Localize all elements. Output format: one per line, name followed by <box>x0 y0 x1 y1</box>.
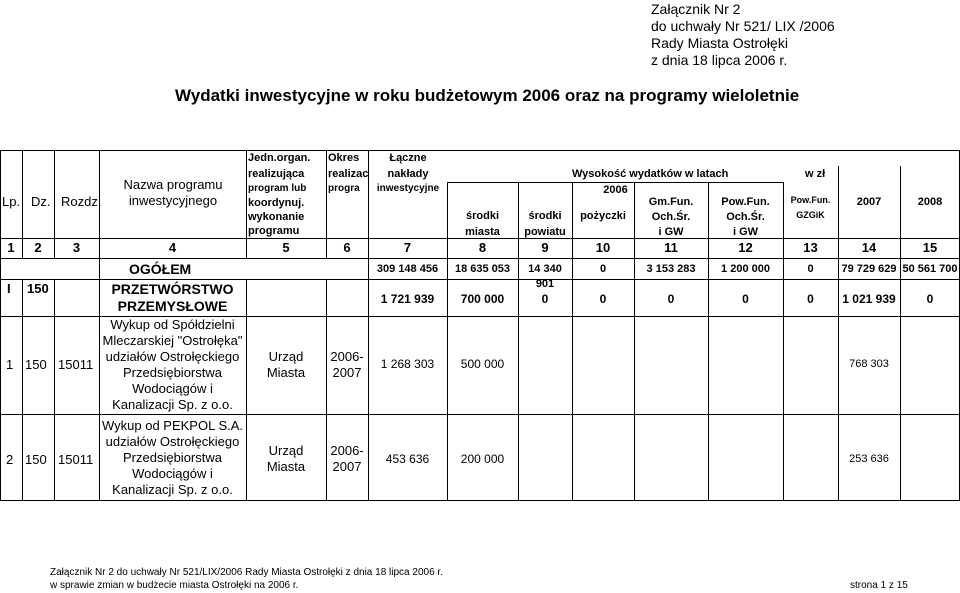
section-value: 0 <box>541 292 549 306</box>
row-name-line: Wodociągów i <box>132 466 213 481</box>
header-total-1: Łączne <box>389 152 427 164</box>
row-2007: 253 636 <box>849 453 889 465</box>
section-value: 0 <box>599 292 607 306</box>
section-value: 0 <box>667 292 675 306</box>
section-name-2: PRZEMYSŁOWE <box>117 298 228 314</box>
row-miasta: 200 000 <box>460 452 505 466</box>
header-lp: Lp. <box>2 194 21 209</box>
row-period-1: 2006- <box>330 349 364 364</box>
total-value: 0 <box>807 263 814 275</box>
row-name-line: Przedsiębiorstwa <box>123 450 222 465</box>
header-amount-title: Wysokość wydatków w latach <box>572 168 729 180</box>
row-name-line: Przedsiębiorstwa <box>123 365 222 380</box>
header-powiatu-2: powiatu <box>524 226 566 238</box>
header-dz: Dz. <box>31 194 51 209</box>
attachment-line-3: Rady Miasta Ostrołęki <box>651 35 788 51</box>
section-value: 0 <box>742 292 749 306</box>
section-value: 1 021 939 <box>842 292 896 306</box>
attachment-line-4: z dnia 18 lipca 2006 r. <box>651 52 788 68</box>
header-powfun-1: Pow.Fun. <box>721 196 770 208</box>
row-name-line: udziałów Ostrołęckiego <box>105 349 240 364</box>
header-period-3: progra <box>328 183 360 194</box>
header-gzgik-2: GZGiK <box>796 210 825 220</box>
section-dz: 150 <box>27 281 49 296</box>
row-name-line: Mleczarskiej "Ostrołęka" <box>102 333 243 348</box>
section-value: 0 <box>807 292 814 306</box>
row-dz: 150 <box>25 452 47 467</box>
total-value: 14 340 901 <box>528 263 562 290</box>
page-title: Wydatki inwestycyjne w roku budżetowym 2006 oraz na programy wieloletnie <box>175 86 800 105</box>
header-unit-5: wykonanie <box>248 211 305 223</box>
col-number: 5 <box>282 240 290 255</box>
header-miasta-2: miasta <box>465 226 500 238</box>
section-name-1: PRZETWÓRSTWO <box>111 281 234 297</box>
total-value: 50 561 700 <box>902 263 958 275</box>
header-gmfun-3: i GW <box>658 226 684 238</box>
col-number: 1 <box>7 240 15 255</box>
row-name-line: Kanalizacji Sp. z o.o. <box>112 482 233 497</box>
header-gzgik-1: Pow.Fun. <box>790 195 831 205</box>
header-unit-4: koordynuj. <box>248 197 305 209</box>
col-number: 15 <box>922 240 938 255</box>
header-amount-unit: w zł <box>805 168 826 180</box>
row-period-1: 2006- <box>330 443 364 458</box>
header-gmfun-1: Gm.Fun. <box>648 196 694 208</box>
col-number: 14 <box>861 240 877 255</box>
row-name-line: Wykup od Spółdzielni <box>110 317 235 332</box>
row-miasta: 500 000 <box>460 357 505 371</box>
header-powfun-3: i GW <box>732 226 759 238</box>
header-year-2006: 2006 <box>603 184 628 196</box>
attachment-line-2: do uchwały Nr 521/ LIX /2006 <box>651 18 835 34</box>
header-name-2: inwestycyjnego <box>128 193 218 208</box>
row-dz: 150 <box>25 357 47 372</box>
row-unit-1: Urząd <box>268 443 304 458</box>
col-number: 12 <box>738 240 753 255</box>
header-miasta-1: środki <box>465 210 499 222</box>
header-unit-6: programu <box>248 225 300 237</box>
col-number: 11 <box>664 240 678 255</box>
header-unit-2: realizująca <box>248 168 305 180</box>
total-value: 1 200 000 <box>721 263 770 275</box>
row-2007: 768 303 <box>849 358 889 370</box>
col-number: 8 <box>478 240 487 255</box>
row-unit-1: Urząd <box>268 349 304 364</box>
header-period-1: Okres <box>328 152 360 164</box>
total-value: 0 <box>599 263 607 275</box>
header-name-1: Nazwa programu <box>123 177 223 192</box>
row-name-line: Kanalizacji Sp. z o.o. <box>112 397 233 412</box>
col-number: 9 <box>541 240 549 255</box>
row-total: 1 268 303 <box>380 357 435 371</box>
header-powfun-2: Och.Śr. <box>726 211 765 223</box>
header-powiatu-1: środki <box>528 210 562 222</box>
row-name-line: Wykup od PEKPOL S.A. <box>101 418 244 433</box>
row-rozdz: 15011 <box>58 452 94 467</box>
section-value: 700 000 <box>460 292 505 306</box>
row-unit-2: Miasta <box>266 365 306 380</box>
row-rozdz: 15011 <box>58 357 94 372</box>
header-total-2: nakłady <box>387 168 429 180</box>
total-value: 309 148 456 <box>376 263 439 275</box>
col-number: 3 <box>72 240 81 255</box>
section-lp: I <box>7 281 11 296</box>
header-rozdz: Rozdz. <box>61 194 102 209</box>
col-number: 10 <box>595 240 611 255</box>
row-lp: 2 <box>6 452 14 467</box>
row-unit-2: Miasta <box>266 459 306 474</box>
row-period-2: 2007 <box>332 365 362 380</box>
row-total: 453 636 <box>385 452 430 466</box>
col-number: 4 <box>168 240 177 255</box>
row-period-2: 2007 <box>332 459 362 474</box>
header-pozyczki: pożyczki <box>580 210 626 222</box>
header-period-2: realizac <box>328 168 369 180</box>
col-number: 7 <box>403 240 412 255</box>
header-unit-1: Jedn.organ. <box>248 152 311 164</box>
header-unit-3: program lub <box>248 183 307 194</box>
total-label: OGÓŁEM <box>129 261 192 277</box>
header-year-2008: 2008 <box>917 196 943 208</box>
row-name-line: udziałów Ostrołęckiego <box>105 434 240 449</box>
section-value: 0 <box>926 292 934 306</box>
footer-line-1: Załącznik Nr 2 do uchwały Nr 521/LIX/2006 Rady Miasta Ostrołęki z dnia 18 lipca 2006 r. <box>50 567 443 578</box>
total-value: 18 635 053 <box>454 263 511 275</box>
header-year-2007: 2007 <box>856 196 882 208</box>
attachment-line-1: Załącznik Nr 2 <box>651 1 741 17</box>
row-name-line: Wodociągów i <box>132 381 213 396</box>
total-value: 79 729 629 <box>841 263 897 275</box>
footer-page-number: strona 1 z 15 <box>850 580 908 591</box>
header-total-3: inwestycyjne <box>376 183 440 194</box>
col-number: 6 <box>343 240 351 255</box>
row-lp: 1 <box>6 357 14 372</box>
col-number: 2 <box>34 240 42 255</box>
col-number: 13 <box>803 240 818 255</box>
footer-line-2: w sprawie zmian w budżecie miasta Ostrołęki na 2006 r. <box>50 580 299 591</box>
section-value: 1 721 939 <box>380 292 435 306</box>
total-value: 3 153 283 <box>646 263 696 275</box>
header-gmfun-2: Och.Śr. <box>651 211 691 223</box>
